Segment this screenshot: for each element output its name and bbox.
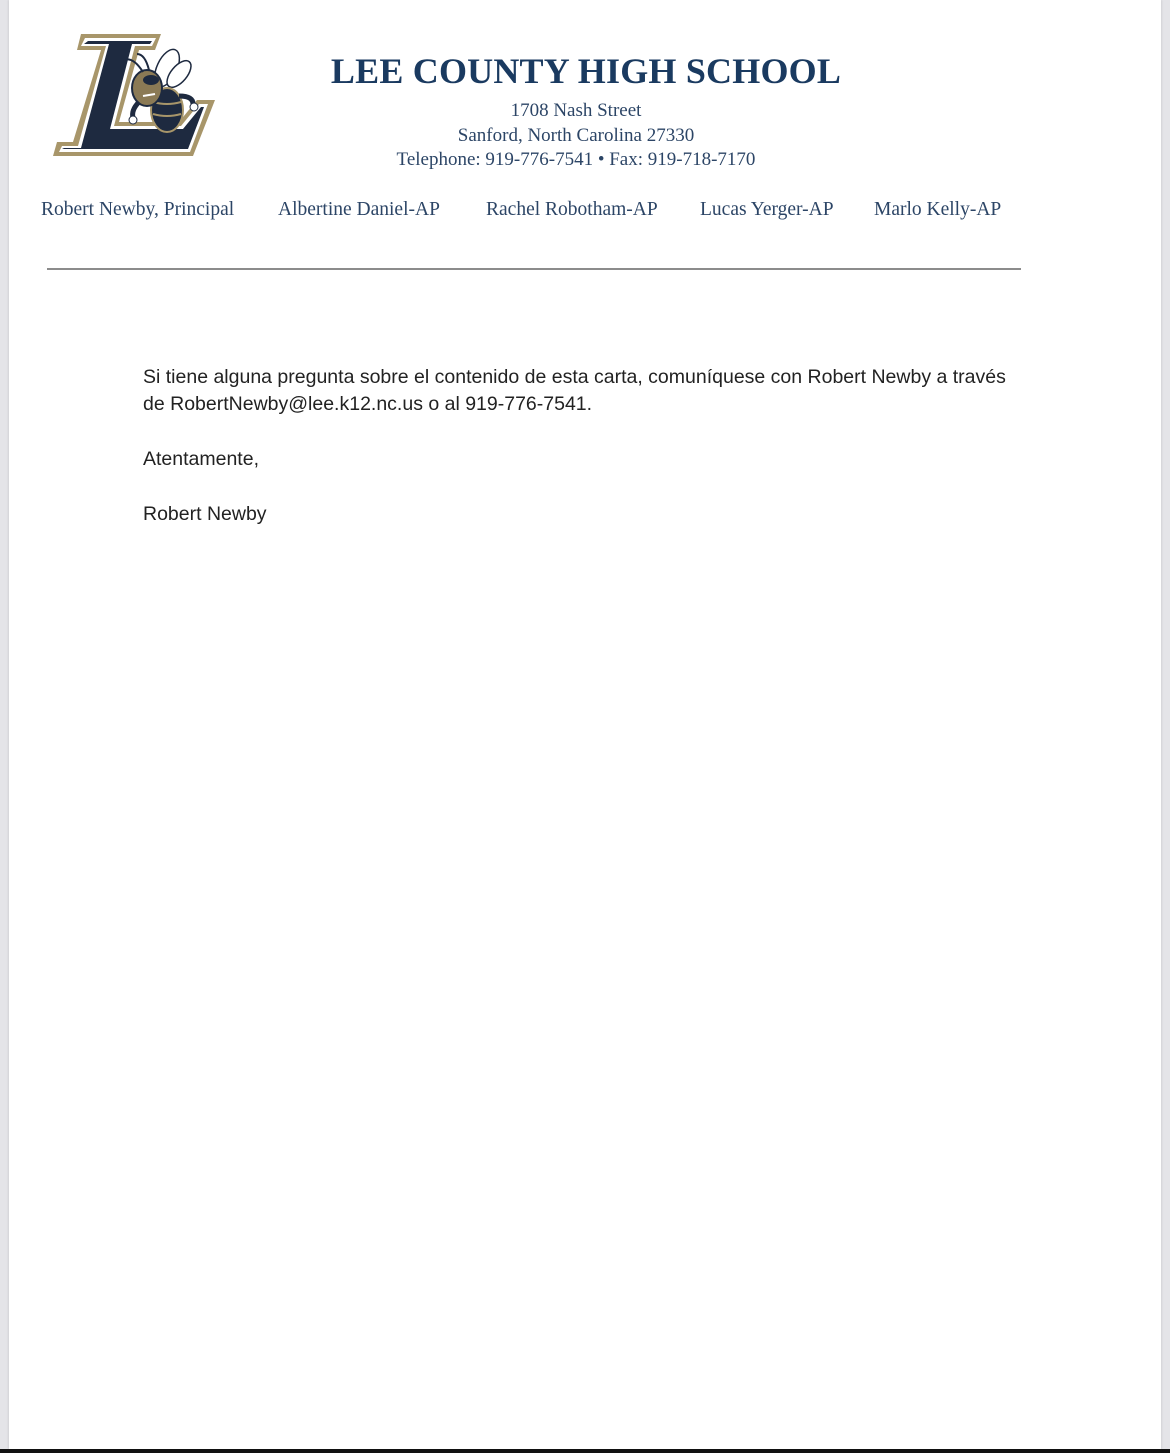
address-street: 1708 Nash Street [510,100,642,121]
contact-phone-fax: Telephone: 919-776-7541 • Fax: 919-718-7170 [396,149,756,170]
address-city-state: Sanford, North Carolina 27330 [457,124,695,146]
staff-principal: Robert Newby, Principal [41,199,235,220]
administration-staff-list [9,199,1161,225]
staff-assistant-principal: Lucas Yerger-AP [700,199,834,220]
letterhead-divider [47,268,1021,270]
letter-closing: Atentamente, [143,448,259,470]
school-name-text: LEE COUNTY HIGH SCHOOL [330,51,842,91]
staff-assistant-principal: Albertine Daniel-AP [278,199,440,220]
staff-assistant-principal: Marlo Kelly-AP [874,199,1002,220]
letter-paragraph: Si tiene alguna pregunta sobre el contenido de esta carta, comuníquese con Robert Newby a través de RobertNewby@lee.k12.nc.us o al 919-776-7541. [143,366,1006,415]
letter-page [9,0,1161,1449]
letter-signature: Robert Newby [143,503,267,525]
letter-body [143,364,1023,556]
school-address [9,99,1161,173]
school-name [9,50,1161,92]
bottom-edge [0,1449,1170,1453]
staff-assistant-principal: Rachel Robotham-AP [486,199,658,220]
